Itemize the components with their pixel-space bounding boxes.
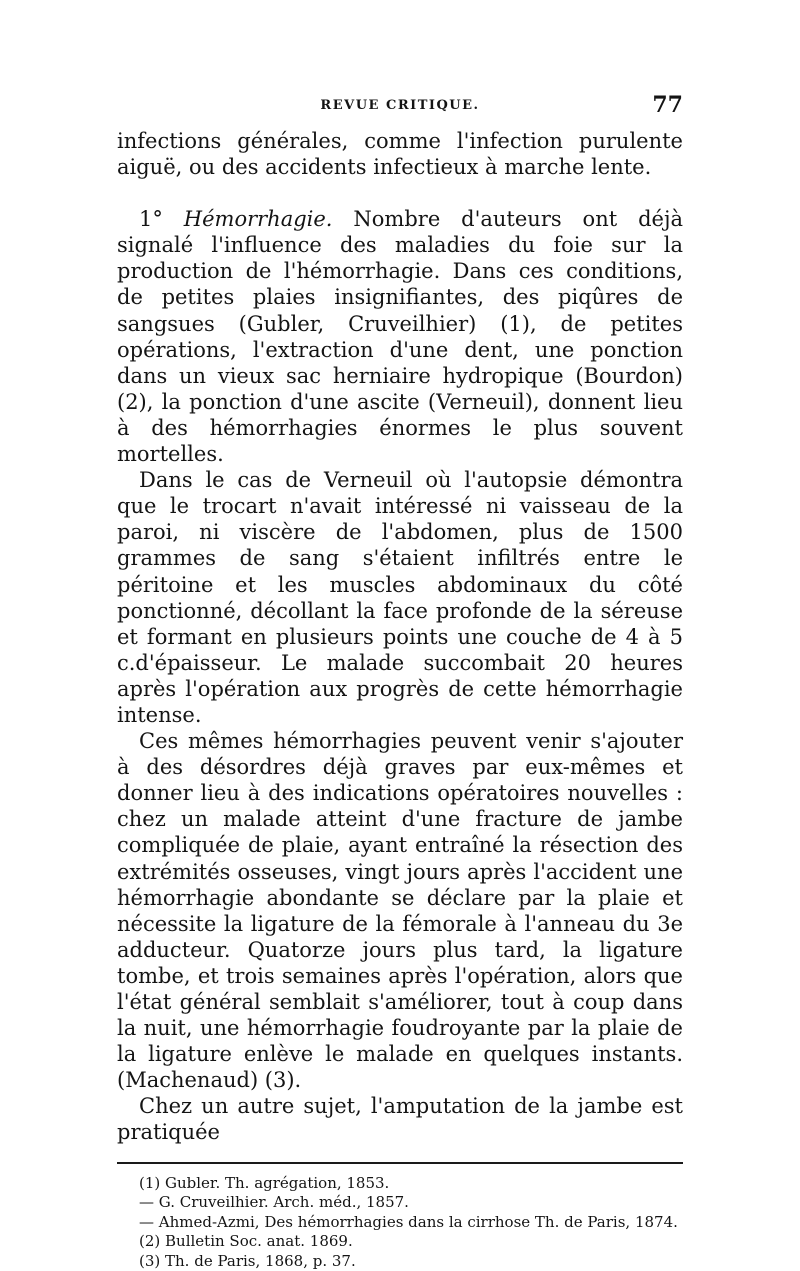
section-heading: Hémorrhagie. (183, 207, 333, 232)
footnote: (3) Th. de Paris, 1868, p. 37. (139, 1251, 356, 1270)
running-header (117, 92, 683, 128)
footnote: — G. Cruveilhier. Arch. méd., 1857. (139, 1193, 409, 1212)
paragraph-amputation: Chez un autre sujet, l'amputation de la jambe est pratiquée (117, 1094, 683, 1145)
paragraph-secondary-hemorrhage: Ces mêmes hémorrhagies peuvent venir s'ajouter à des désordres déjà graves par eux-mêmes et donner lieu à des indications opératoires nouvelles : chez un malade atteint d'une fracture de jambe compliquée de plaie, ayant entraîné la résection des extrémités osseuses, vingt jours après l'accident une hémorrhagie abondante se déclare par la plaie et nécessite la ligature de la fémorale à l'anneau du 3e adducteur. Quatorze jours plus tard, la ligature tombe, et trois semaines après l'opération, alors que l'état général semblait s'améliorer, tout à coup dans la nuit, une hémorrhagie foudroyante par la plaie de la ligature enlève le malade en quelques instants. (Machenaud) (3). (117, 729, 683, 1093)
paragraph-verneuil-case: Dans le cas de Verneuil où l'autopsie démontra que le trocart n'avait intéressé ni vaisseau de la paroi, ni viscère de l'abdomen, plus de 1500 grammes de sang s'étaient infiltrés entre le péritoine et les muscles abdominaux du côté ponctionné, décollant la face profonde de la séreuse et formant en plusieurs points une couche de 4 à 5 c.d'épaisseur. Le malade succombait 20 heures après l'opération aux progrès de cette hémorrhagie intense. (117, 468, 683, 727)
footnote: (2) Bulletin Soc. anat. 1869. (139, 1232, 353, 1251)
book-page (117, 92, 683, 1271)
footnote: (1) Gubler. Th. agrégation, 1853. (139, 1173, 390, 1192)
paragraph-text: Nombre d'auteurs ont déjà signalé l'influence des maladies du foie sur la production de l'hémorrhagie. Dans ces conditions, de petites plaies insignifiantes, des piqûres de sangsues (Gubler, Cruveilhier) (1), de petites opérations, l'extraction d'une dent, une ponction dans un vieux sac herniaire hydropique (Bourdon) (2), la ponction d'une ascite (Verneuil), donnent lieu à des hémorrhagies énormes le plus souvent mortelles. (117, 207, 683, 467)
page-number: 77 (652, 92, 683, 118)
footnotes (117, 1174, 683, 1271)
body-text (117, 128, 683, 1146)
paragraph-hemorrhagie (117, 206, 683, 467)
paragraph-continued: infections générales, comme l'infection purulente aiguë, ou des accidents infectieux à marche lente. (117, 129, 683, 180)
footnote: — Ahmed-Azmi, Des hémorrhagies dans la cirrhose Th. de Paris, 1874. (139, 1212, 678, 1231)
footnote-rule (117, 1162, 683, 1164)
section-number: 1° (139, 207, 163, 232)
running-title: REVUE CRITIQUE. (320, 98, 480, 113)
